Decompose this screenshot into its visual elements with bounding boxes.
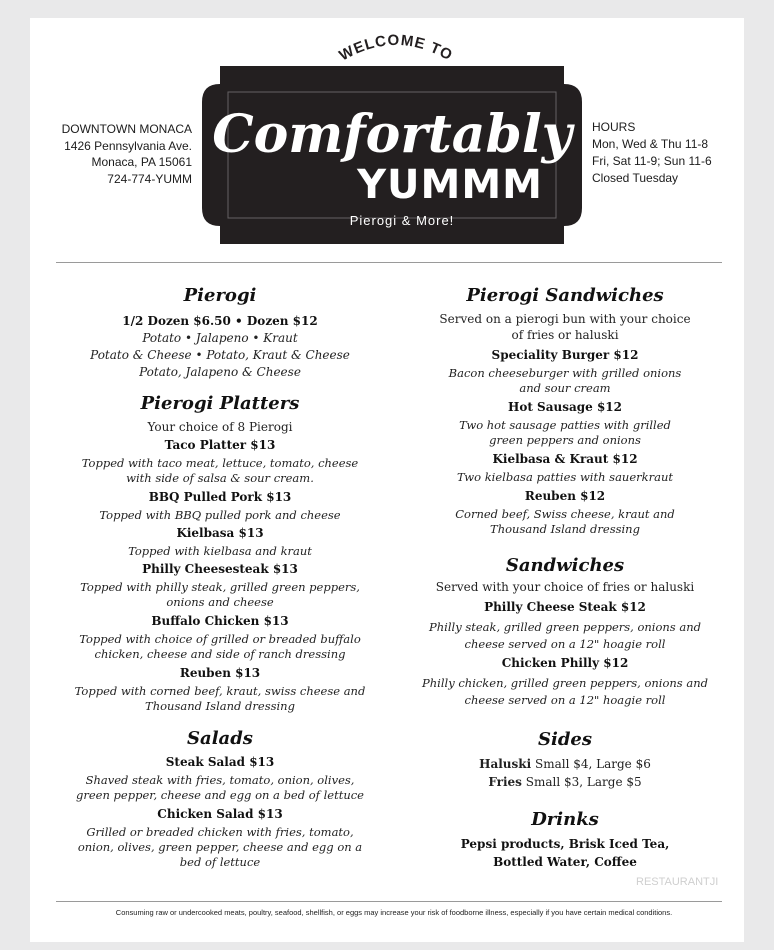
side-item-price: Small $3, Large $5 xyxy=(525,775,642,789)
menu-item-name: Taco Platter $13 xyxy=(164,438,276,452)
brand-block: YUMMM xyxy=(357,162,543,208)
brand-script: Comfortably xyxy=(212,104,572,165)
address-block xyxy=(50,121,192,187)
address-line: DOWNTOWN MONACA xyxy=(61,122,192,136)
menu-item-desc: Topped with choice of grilled or breaded buffalo xyxy=(79,632,361,646)
menu-item-name: Hot Sausage $12 xyxy=(507,400,622,414)
side-item-name: Haluski xyxy=(479,757,532,771)
section-intro: Served on a pierogi bun with your choice xyxy=(439,312,691,326)
menu-item-desc: bed of lettuce xyxy=(179,855,261,869)
address-line: 1426 Pennsylvania Ave. xyxy=(64,138,192,153)
hours-block xyxy=(592,119,752,187)
menu-item-name: Kielbasa & Kraut $12 xyxy=(492,452,638,466)
menu-item-desc: with side of salsa & sour cream. xyxy=(126,471,314,485)
food-safety-disclaimer: Consuming raw or undercooked meats, poultry, seafood, shellfish, or eggs may increase your risk of foodborne illness, especially if you have certain medical conditions. xyxy=(115,908,673,917)
menu-item-name: BBQ Pulled Pork $13 xyxy=(148,490,292,504)
brand-tagline: Pierogi & More! xyxy=(349,213,455,228)
svg-text:WELCOME TO xyxy=(336,32,455,65)
section-title-platters: Pierogi Platters xyxy=(140,393,300,414)
section-intro: of fries or haluski xyxy=(511,328,619,342)
menu-page xyxy=(30,18,744,942)
menu-item-desc: chicken, cheese and side of ranch dressing xyxy=(94,647,346,661)
menu-item-desc: Two kielbasa patties with sauerkraut xyxy=(457,470,673,484)
menu-item-desc: Thousand Island dressing xyxy=(490,522,640,536)
menu-item-desc: cheese served on a 12" hoagie roll xyxy=(464,693,666,707)
menu-item-name: Philly Cheese Steak $12 xyxy=(484,600,646,614)
menu-item-name: Reuben $12 xyxy=(524,489,606,503)
phone-number: 724-774-YUMM xyxy=(107,171,192,186)
side-item-name: Fries xyxy=(488,775,522,789)
menu-item-desc: green pepper, cheese and egg on a bed of lettuce xyxy=(76,788,364,802)
side-item xyxy=(400,755,730,773)
hours-line: Closed Tuesday xyxy=(592,171,679,185)
section-title-drinks: Drinks xyxy=(531,809,599,830)
menu-item-desc: green peppers and onions xyxy=(489,433,641,447)
left-column xyxy=(60,285,380,870)
menu-item-desc: Topped with taco meat, lettuce, tomato, cheese xyxy=(81,456,359,470)
menu-item-desc: and sour cream xyxy=(519,381,611,395)
section-title-salads: Salads xyxy=(187,728,253,749)
menu-item-desc: Corned beef, Swiss cheese, kraut and xyxy=(455,507,675,521)
hours-line: Fri, Sat 11-9; Sun 11-6 xyxy=(592,154,712,168)
menu-item-desc: Topped with corned beef, kraut, swiss cheese and xyxy=(74,684,366,698)
welcome-arc xyxy=(330,22,462,68)
menu-item-name: Buffalo Chicken $13 xyxy=(151,614,289,628)
drinks-line: Pepsi products, Brisk Iced Tea, xyxy=(460,837,670,851)
right-column xyxy=(400,285,730,871)
section-title-sandwiches: Sandwiches xyxy=(505,555,625,576)
side-item-price: Small $4, Large $6 xyxy=(534,757,651,771)
hours-title: HOURS xyxy=(592,120,636,134)
brand-logo xyxy=(202,66,582,244)
menu-item-desc: Topped with BBQ pulled pork and cheese xyxy=(99,508,341,522)
side-item xyxy=(400,773,730,791)
menu-item-name: Philly Cheesesteak $13 xyxy=(142,562,298,576)
pierogi-flavor-line: Potato, Jalapeno & Cheese xyxy=(139,365,301,379)
menu-item-desc: Grilled or breaded chicken with fries, tomato, xyxy=(86,825,354,839)
drinks-line: Bottled Water, Coffee xyxy=(493,855,637,869)
platters-intro: Your choice of 8 Pierogi xyxy=(147,420,293,434)
menu-item-name: Speciality Burger $12 xyxy=(491,348,639,362)
section-title-pierogi-sandwiches: Pierogi Sandwiches xyxy=(466,285,664,306)
menu-item-name: Chicken Salad $13 xyxy=(157,807,283,821)
hours-line: Mon, Wed & Thu 11-8 xyxy=(592,137,709,151)
section-intro: Served with your choice of fries or haluski xyxy=(435,580,695,594)
menu-item-name: Kielbasa $13 xyxy=(176,526,264,540)
menu-item-desc: Bacon cheeseburger with grilled onions xyxy=(448,366,682,380)
watermark: RESTAURANTJI xyxy=(636,876,719,888)
section-title-sides: Sides xyxy=(537,729,592,750)
section-title-pierogi: Pierogi xyxy=(183,285,257,306)
welcome-text: WELCOME TO xyxy=(336,31,456,65)
header-divider xyxy=(56,262,722,263)
address-line: Monaca, PA 15061 xyxy=(91,155,192,169)
pierogi-price-line: 1/2 Dozen $6.50 • Dozen $12 xyxy=(122,314,318,328)
menu-item-desc: Topped with kielbasa and kraut xyxy=(128,544,312,558)
pierogi-flavor-line: Potato • Jalapeno • Kraut xyxy=(142,331,298,345)
menu-item-name: Steak Salad $13 xyxy=(165,755,275,769)
menu-item-desc: onion, olives, green pepper, cheese and egg on a xyxy=(77,840,363,854)
menu-item-desc: Two hot sausage patties with grilled xyxy=(459,418,671,432)
menu-item-desc: onions and cheese xyxy=(166,595,274,609)
footer-divider xyxy=(56,901,722,902)
menu-item-desc: cheese served on a 12" hoagie roll xyxy=(464,637,666,651)
menu-item-desc: Topped with philly steak, grilled green peppers, xyxy=(80,580,360,594)
menu-item-desc: Shaved steak with fries, tomato, onion, olives, xyxy=(85,773,355,787)
menu-item-desc: Thousand Island dressing xyxy=(145,699,295,713)
menu-item-desc: Philly chicken, grilled green peppers, onions and xyxy=(422,676,708,690)
menu-item-desc: Philly steak, grilled green peppers, onions and xyxy=(429,620,701,634)
menu-item-name: Chicken Philly $12 xyxy=(501,656,629,670)
menu-item-name: Reuben $13 xyxy=(179,666,261,680)
pierogi-flavor-line: Potato & Cheese • Potato, Kraut & Cheese xyxy=(90,348,350,362)
